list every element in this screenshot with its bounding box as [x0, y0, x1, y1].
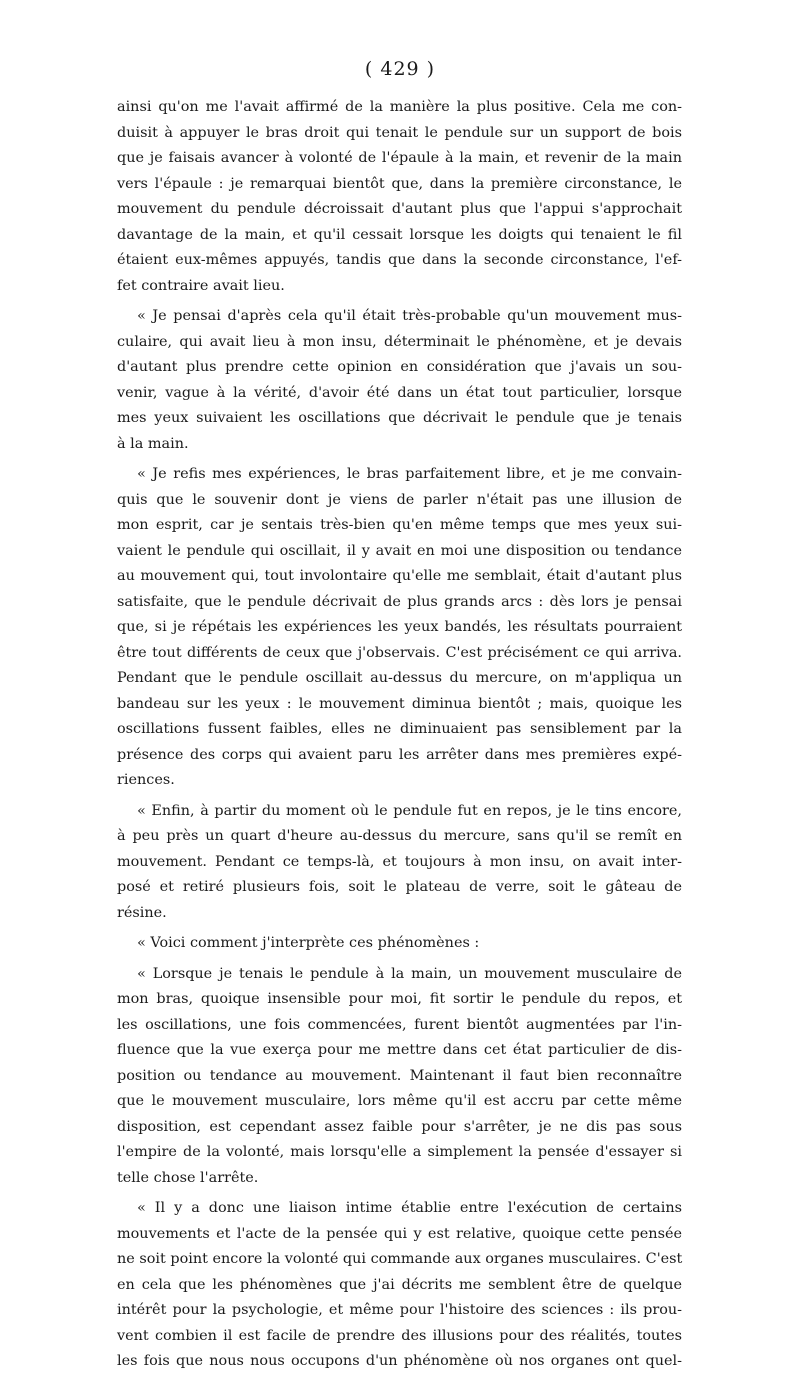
text-line: étaient eux-mêmes appuyés, tandis que dans la seconde circonstance, l'ef- — [117, 252, 682, 268]
text-line: riences. — [117, 772, 175, 788]
text-line: « Enfin, à partir du moment où le pendule fut en repos, je le tins encore, — [137, 802, 682, 819]
text-line: vent combien il est facile de prendre des illusions pour des réalités, toutes — [117, 1327, 682, 1344]
text-line: l'empire de la volonté, mais lorsqu'elle a simplement la pensée d'essayer si — [117, 1144, 682, 1160]
text-line: culaire, qui avait lieu à mon insu, déterminait le phénomène, et je devais — [117, 333, 682, 350]
text-line: à peu près un quart d'heure au-dessus du mercure, sans qu'il se remît en — [117, 828, 682, 844]
text-line: d'autant plus prendre cette opinion en considération que j'avais un sou- — [117, 359, 682, 375]
text-line: ainsi qu'on me l'avait affirmé de la manière la plus positive. Cela me con- — [117, 99, 682, 115]
text-line: que je faisais avancer à volonté de l'épaule à la main, et revenir de la main — [117, 150, 682, 166]
paragraph — [117, 304, 682, 457]
text-line: en cela que les phénomènes que j'ai décrits me semblent être de quelque — [117, 1276, 682, 1293]
text-line: à la main. — [117, 435, 189, 452]
text-line: au mouvement qui, tout involontaire qu'elle me semblait, était d'autant plus — [117, 568, 682, 584]
text-line: ne soit point encore la volonté qui commande aux organes musculaires. C'est — [117, 1251, 683, 1267]
text-line: satisfaite, que le pendule décrivait de plus grands arcs : dès lors je pensai — [117, 593, 682, 610]
text-line: Pendant que le pendule oscillait au-dessus du mercure, on m'appliqua un — [117, 670, 682, 686]
text-line: duisit à appuyer le bras droit qui tenait le pendule sur un support de bois — [117, 124, 682, 141]
text-line: fet contraire avait lieu. — [117, 277, 285, 294]
paragraph — [117, 462, 682, 794]
text-line: bandeau sur les yeux : le mouvement diminua bientôt ; mais, quoique les — [117, 695, 682, 712]
text-line: que le mouvement musculaire, lors même qu'il est accru par cette même — [117, 1093, 682, 1109]
text-line: présence des corps qui avaient paru les arrêter dans mes premières expé- — [117, 746, 682, 763]
text-body — [117, 95, 682, 1380]
text-line: venir, vague à la vérité, d'avoir été dans un état tout particulier, lorsque — [117, 384, 682, 401]
text-line: posé et retiré plusieurs fois, soit le plateau de verre, soit le gâteau de — [117, 879, 682, 895]
text-line: position ou tendance au mouvement. Maintenant il faut bien reconnaître — [117, 1067, 682, 1084]
text-line: vers l'épaule : je remarquai bientôt que, dans la première circonstance, le — [117, 175, 682, 192]
paragraph — [117, 1196, 682, 1375]
text-line: résine. — [117, 904, 167, 921]
text-line: les oscillations, une fois commencées, furent bientôt augmentées par l'in- — [117, 1016, 682, 1033]
text-line: « Il y a donc une liaison intime établie entre l'exécution de certains — [137, 1200, 682, 1216]
text-line: disposition, est cependant assez faible pour s'arrêter, je ne dis pas sous — [117, 1118, 682, 1135]
text-line: « Je refis mes expériences, le bras parfaitement libre, et je me convain- — [137, 466, 682, 482]
text-line: intérêt pour la psychologie, et même pour l'histoire des sciences : ils prou- — [117, 1302, 682, 1318]
text-line: mes yeux suivaient les oscillations que décrivait le pendule que je tenais — [117, 410, 682, 426]
paragraph — [117, 931, 682, 957]
text-line: fluence que la vue exerça pour me mettre dans cet état particulier de dis- — [117, 1042, 682, 1058]
text-line: mouvement. Pendant ce temps-là, et toujours à mon insu, on avait inter- — [117, 853, 682, 870]
paragraph — [117, 95, 682, 299]
text-line: mon bras, quoique insensible pour moi, fit sortir le pendule du repos, et — [117, 991, 682, 1007]
page-number: ( 429 ) — [364, 58, 436, 80]
text-line: mouvements et l'acte de la pensée qui y est relative, quoique cette pensée — [117, 1225, 682, 1242]
text-line: mon esprit, car je sentais très-bien qu'en même temps que mes yeux sui- — [117, 517, 682, 533]
text-line: davantage de la main, et qu'il cessait lorsque les doigts qui tenaient le fil — [117, 226, 682, 243]
text-line: « Je pensai d'après cela qu'il était très-probable qu'un mouvement mus- — [137, 308, 682, 324]
text-line: oscillations fussent faibles, elles ne diminuaient pas sensiblement par la — [117, 721, 682, 737]
text-line: vaient le pendule qui oscillait, il y avait en moi une disposition ou tendance — [117, 542, 682, 559]
text-line: mouvement du pendule décroissait d'autant plus que l'appui s'approchait — [117, 201, 682, 217]
paragraph — [117, 962, 682, 1192]
text-line: les fois que nous nous occupons d'un phénomène où nos organes ont quel- — [117, 1353, 682, 1369]
paragraph — [117, 799, 682, 927]
text-line: « Voici comment j'interprète ces phénomènes : — [137, 935, 480, 951]
text-line: que, si je répétais les expériences les yeux bandés, les résultats pourraient — [117, 619, 682, 635]
text-line: être tout différents de ceux que j'observais. C'est précisément ce qui arriva. — [117, 644, 682, 661]
text-line: « Lorsque je tenais le pendule à la main, un mouvement musculaire de — [137, 965, 682, 982]
text-line: quis que le souvenir dont je viens de parler n'était pas une illusion de — [117, 491, 682, 508]
text-line: telle chose l'arrête. — [117, 1169, 259, 1186]
